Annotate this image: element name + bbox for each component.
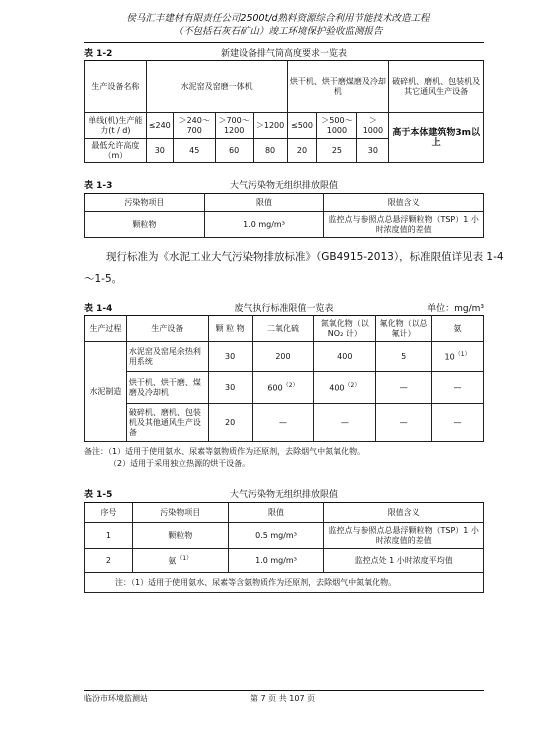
cell-height: 60	[215, 139, 253, 163]
cell-height: 30	[146, 139, 173, 163]
footer-org: 临汾市环境监测站	[84, 694, 148, 703]
page-header	[0, 12, 556, 38]
cell-height: 80	[253, 139, 287, 163]
cell-fluoride: 5	[376, 342, 432, 372]
cell-group-kiln: 水泥窑及窑磨一体机	[146, 61, 287, 113]
table-number: 表 1-5	[84, 490, 113, 500]
col-head-limit: 限值	[204, 194, 324, 212]
cell-cap: ≤240	[146, 113, 173, 139]
cell-meaning: 监控点与参照点总悬浮颗粒物（TSP）1 小时浓度值的差值	[324, 523, 484, 549]
cell-cap: ≤500	[287, 113, 317, 139]
table-1-4-note-2: （2）适用于采用独立热源的烘干设备。	[109, 459, 251, 468]
col-head-device: 生产设备	[126, 316, 208, 342]
cell-capacity-head: 单线(机)生产能力(t / d)	[85, 113, 147, 139]
cell-height-head: 最低允许高度（m）	[85, 139, 147, 163]
col-head-pm: 颗 粒 物	[208, 316, 252, 342]
cell-nox: —	[314, 404, 376, 442]
table-1-3	[84, 193, 484, 238]
cell-nox: 400	[314, 342, 376, 372]
cell-pollutant: 颗粒物	[132, 523, 228, 549]
header-line-2: （不包括石灰石矿山）竣工环境保护验收监测报告	[173, 26, 383, 37]
cell-pm: 30	[208, 372, 252, 404]
cell-fluoride: —	[376, 372, 432, 404]
col-head-pollutant: 污染物项目	[132, 503, 228, 523]
cell-limit: 0.5 mg/m³	[228, 523, 324, 549]
col-head-meaning: 限值含义	[324, 194, 484, 212]
cell-limit: 1.0 mg/m³	[204, 212, 324, 238]
footnote-mark: （1）	[454, 351, 471, 359]
cell-cap: ＞500～1000	[317, 113, 357, 139]
table-1-5-note: 注：（1）适用于使用氨水、尿素等含氨物质作为还原剂，去除烟气中氮氧化物。	[85, 573, 484, 593]
cell-device: 烘干机、烘干磨、煤磨及冷却机	[126, 372, 208, 404]
col-head-so2: 二氧化硫	[252, 316, 314, 342]
col-head-no: 序号	[85, 503, 133, 523]
cell-cap: ＞240～700	[173, 113, 215, 139]
cell-so2: —	[252, 404, 314, 442]
col-head-meaning: 限值含义	[324, 503, 484, 523]
cell-process: 水泥制造	[85, 342, 127, 442]
cell-so2	[252, 372, 314, 404]
footnote-mark: （1）	[176, 555, 193, 563]
table-unit: 单位：mg/m³	[427, 304, 484, 314]
table-title: 大气污染物无组织排放限值	[229, 181, 338, 191]
so2-value: 600	[267, 383, 283, 393]
header-line-1: 侯马汇丰建材有限责任公司2500t/d熟料资源综合利用节能技术改造工程	[126, 13, 430, 24]
footnote-mark: （2）	[344, 382, 361, 390]
cell-group3-requirement: 高于本体建筑物3m以上	[389, 113, 484, 163]
cell-no: 1	[85, 523, 133, 549]
cell-so2: 200	[252, 342, 314, 372]
cell-height: 25	[317, 139, 357, 163]
cell-device: 破碎机、磨机、包装机及其他通风生产设备	[126, 404, 208, 442]
col-head-nox: 氮氧化物（以 NO₂ 计）	[314, 316, 376, 342]
cell-group-dryer: 烘干机、烘干磨煤磨及冷却机	[287, 61, 389, 113]
table-1-2	[84, 60, 484, 163]
cell-height: 30	[357, 139, 389, 163]
cell-group-crusher: 破碎机、磨机、包装机及其它通风生产设备	[389, 61, 484, 113]
cell-nox	[314, 372, 376, 404]
footer-page-number: 第 7 页 共 107 页	[250, 694, 316, 703]
table-1-4	[84, 315, 484, 442]
col-head-fluoride: 氟化物（以总氟计）	[376, 316, 432, 342]
col-head-pollutant: 污染物项目	[85, 194, 205, 212]
header-rule	[84, 42, 484, 43]
cell-device-head: 生产设备名称	[85, 61, 147, 113]
cell-height: 20	[287, 139, 317, 163]
cell-pollutant	[132, 549, 228, 573]
col-head-limit: 限值	[228, 503, 324, 523]
table-1-5	[84, 502, 484, 593]
cell-no: 2	[85, 549, 133, 573]
cell-fluoride: —	[376, 404, 432, 442]
table-1-4-caption	[84, 301, 484, 313]
table-1-5-caption	[84, 487, 484, 499]
table-title: 大气污染物无组织排放限值	[229, 490, 338, 500]
table-1-3-caption	[84, 178, 484, 190]
pollutant-name: 氨	[168, 556, 177, 566]
table-title: 新建设备排气筒高度要求一览表	[220, 49, 347, 59]
footer-rule	[84, 690, 484, 691]
cell-meaning: 监控点处 1 小时浓度平均值	[324, 549, 484, 573]
table-number: 表 1-3	[84, 181, 113, 191]
body-paragraph: 现行标准为《水泥工业大气污染物排放标准》（GB4915-2013），标准限值详见表 1-4～1-5。	[84, 251, 504, 285]
table-1-4-note-1: 备注：（1）适用于使用氨水、尿素等氨物质作为还原剂，去除烟气中氮氧化物。	[84, 447, 366, 456]
ammonia-value: 10	[444, 352, 455, 362]
table-1-2-caption	[84, 46, 484, 58]
cell-ammonia	[432, 342, 484, 372]
cell-ammonia: —	[432, 372, 484, 404]
cell-device: 水泥窑及窑尾余热利用系统	[126, 342, 208, 372]
table-title: 废气执行标准限值一览表	[234, 304, 334, 314]
table-number: 表 1-2	[84, 49, 113, 59]
cell-limit: 1.0 mg/m³	[228, 549, 324, 573]
cell-ammonia: —	[432, 404, 484, 442]
col-head-process: 生产过程	[85, 316, 127, 342]
footnote-mark: （2）	[282, 382, 299, 390]
table-number: 表 1-4	[84, 304, 113, 314]
cell-cap: ＞1200	[253, 113, 287, 139]
cell-pm: 30	[208, 342, 252, 372]
cell-cap: ＞700～1200	[215, 113, 253, 139]
cell-cap: ＞1000	[357, 113, 389, 139]
nox-value: 400	[329, 383, 345, 393]
cell-pollutant: 颗粒物	[85, 212, 205, 238]
cell-meaning: 监控点与参照点总悬浮颗粒物（TSP）1 小时浓度值的差值	[324, 212, 484, 238]
cell-pm: 20	[208, 404, 252, 442]
cell-height: 45	[173, 139, 215, 163]
col-head-ammonia: 氨	[432, 316, 484, 342]
